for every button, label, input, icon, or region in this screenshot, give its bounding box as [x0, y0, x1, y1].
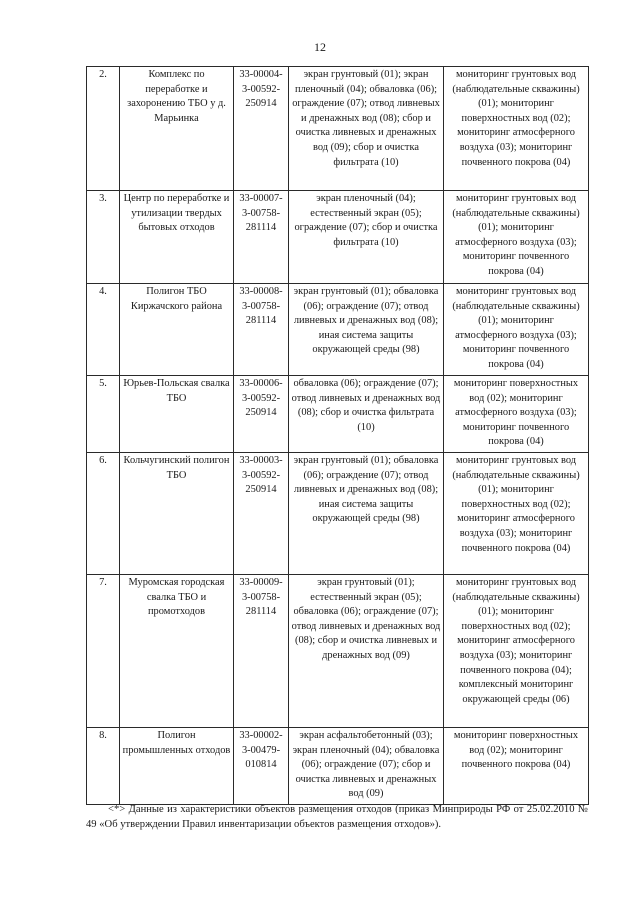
protection-systems: обваловка (06); ограждение (07); отвод ливневых и дренажных вод (08); сбор и очистка фильтрата (10) — [289, 376, 444, 453]
protection-systems: экран пленочный (04); естественный экран (05); ограждение (07); сбор и очистка фильтрата (10) — [289, 191, 444, 284]
row-number: 8. — [87, 727, 120, 804]
registry-code: 33-00008-3-00758-281114 — [234, 284, 289, 376]
row-number: 2. — [87, 67, 120, 191]
protection-systems: экран грунтовый (01); обваловка (06); ограждение (07); отвод ливневых и дренажных вод (08); иная система защиты окружающей среды (98) — [289, 452, 444, 574]
table-row — [87, 574, 589, 727]
protection-systems: экран грунтовый (01); естественный экран (05); обваловка (06); ограждение (07); отвод ливневых и дренажных вод (08); сбор и очистка ливневых и дренажных вод (09) — [289, 574, 444, 727]
protection-systems: экран асфальтобетонный (03); экран пленочный (04); обваловка (06); ограждение (07); сбор и очистка ливневых и дренажных вод (09) — [289, 727, 444, 804]
registry-code: 33-00003-3-00592-250914 — [234, 452, 289, 574]
waste-facilities-table — [86, 66, 589, 805]
table-row — [87, 727, 589, 804]
footnote: <*> Данные из характеристики объектов размещения отходов (приказ Минприроды РФ от 25.02.2010 № 49 «Об утверждении Правил инвентаризации объектов размещения отходов»). — [86, 804, 588, 830]
monitoring-systems: мониторинг поверхностных вод (02); мониторинг почвенного покрова (04) — [444, 727, 589, 804]
page-number: 12 — [314, 40, 326, 54]
row-number: 5. — [87, 376, 120, 453]
registry-code: 33-00004-3-00592-250914 — [234, 67, 289, 191]
monitoring-systems: мониторинг грунтовых вод (наблюдательные скважины) (01); мониторинг поверхностных вод (02); мониторинг атмосферного воздуха (03); мониторинг почвенного покрова (04) — [444, 452, 589, 574]
protection-systems: экран грунтовый (01); экран пленочный (04); обваловка (06); ограждение (07); отвод ливневых и дренажных вод (08); сбор и очистка ливневых и дренажных вод (09); сбор и очистка фильтрата (10) — [289, 67, 444, 191]
table-row — [87, 376, 589, 453]
row-number: 4. — [87, 284, 120, 376]
facility-name: Полигон ТБО Киржачского района — [120, 284, 234, 376]
facility-name: Кольчугинский полигон ТБО — [120, 452, 234, 574]
table-row — [87, 191, 589, 284]
row-number: 7. — [87, 574, 120, 727]
table-row — [87, 67, 589, 191]
monitoring-systems: мониторинг грунтовых вод (наблюдательные скважины) (01); мониторинг поверхностных вод (02); мониторинг атмосферного воздуха (03); мониторинг почвенного покрова (04) — [444, 67, 589, 191]
facility-name: Муромская городская свалка ТБО и промотходов — [120, 574, 234, 727]
registry-code: 33-00006-3-00592-250914 — [234, 376, 289, 453]
facility-name: Полигон промышленных отходов — [120, 727, 234, 804]
table-row — [87, 452, 589, 574]
monitoring-systems: мониторинг грунтовых вод (наблюдательные скважины) (01); мониторинг атмосферного воздуха (03); мониторинг почвенного покрова (04) — [444, 191, 589, 284]
registry-code: 33-00002-3-00479-010814 — [234, 727, 289, 804]
table-row — [87, 284, 589, 376]
row-number: 6. — [87, 452, 120, 574]
row-number: 3. — [87, 191, 120, 284]
monitoring-systems: мониторинг поверхностных вод (02); мониторинг атмосферного воздуха (03); мониторинг почвенного покрова (04) — [444, 376, 589, 453]
registry-code: 33-00007-3-00758-281114 — [234, 191, 289, 284]
monitoring-systems: мониторинг грунтовых вод (наблюдательные скважины) (01); мониторинг атмосферного воздуха (03); мониторинг почвенного покрова (04) — [444, 284, 589, 376]
protection-systems: экран грунтовый (01); обваловка (06); ограждение (07); отвод ливневых и дренажных вод (08); иная система защиты окружающей среды (98) — [289, 284, 444, 376]
facility-name: Центр по переработке и утилизации твердых бытовых отходов — [120, 191, 234, 284]
monitoring-systems: мониторинг грунтовых вод (наблюдательные скважины) (01); мониторинг поверхностных вод (02); мониторинг атмосферного воздуха (03); мониторинг почвенного покрова (04); комплексный мониторинг окружающей среды (06) — [444, 574, 589, 727]
facility-name: Юрьев-Польская свалка ТБО — [120, 376, 234, 453]
registry-code: 33-00009-3-00758-281114 — [234, 574, 289, 727]
facility-name: Комплекс по переработке и захоронению ТБО у д. Марьинка — [120, 67, 234, 191]
